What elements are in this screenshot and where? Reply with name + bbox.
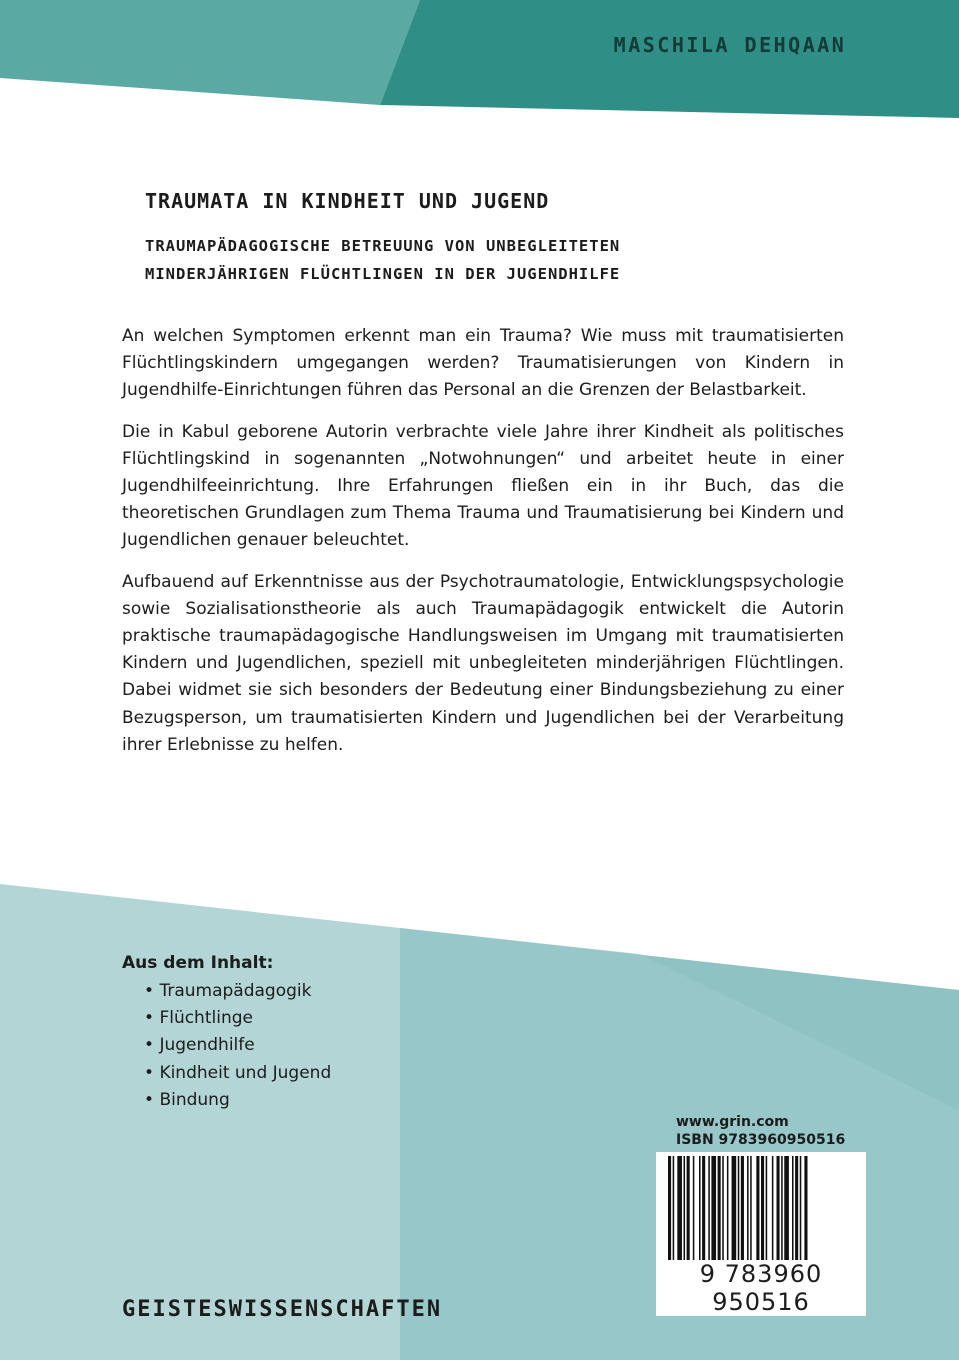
book-title: TRAUMATA IN KINDHEIT UND JUGEND xyxy=(145,189,550,213)
barcode-bar xyxy=(750,1156,752,1268)
contents-item: • Kindheit und Jugend xyxy=(144,1060,331,1087)
book-subtitle xyxy=(145,232,865,288)
barcode-bar xyxy=(756,1156,759,1268)
barcode-bar xyxy=(687,1156,690,1268)
barcode-bar xyxy=(702,1156,705,1268)
blurb xyxy=(122,323,844,773)
barcode-bar xyxy=(684,1156,686,1268)
barcode-bar xyxy=(668,1156,671,1268)
contents-item: • Jugendhilfe xyxy=(144,1032,331,1059)
barcode-bar xyxy=(741,1156,744,1268)
blurb-paragraph-1: An welchen Symptomen erkennt man ein Trauma? Wie muss mit traumatisierten Flüchtlingskindern umgegangen werden? Traumatisierungen von Kindern in Jugendhilfe-Einrichtungen führen das Personal an die Grenzen der Belastbarkeit. xyxy=(122,326,844,401)
barcode-bar xyxy=(784,1156,789,1268)
barcode-bar xyxy=(777,1156,780,1268)
barcode-bar xyxy=(761,1156,764,1268)
contents-item: • Bindung xyxy=(144,1087,331,1114)
barcode-bar xyxy=(792,1156,794,1268)
barcode xyxy=(656,1152,866,1316)
barcode-bar xyxy=(766,1156,768,1268)
subtitle-line-2: MINDERJÄHRIGEN FLÜCHTLINGEN IN DER JUGENDHILFE xyxy=(145,265,621,283)
barcode-bar xyxy=(804,1156,807,1268)
barcode-bar xyxy=(677,1156,682,1268)
publisher-website: www.grin.com xyxy=(676,1114,789,1130)
barcode-bar xyxy=(795,1156,798,1268)
barcode-bar xyxy=(718,1156,721,1268)
contents-item: • Flüchtlinge xyxy=(144,1005,331,1032)
barcode-bar xyxy=(708,1156,710,1268)
barcode-bar xyxy=(800,1156,802,1268)
barcode-bar xyxy=(747,1156,749,1268)
contents-list xyxy=(144,978,331,1114)
blurb-paragraph-3: Aufbauend auf Erkenntnisse aus der Psychotraumatologie, Entwicklungspsychologie sowie Sozialisationstheorie als auch Traumapädagogik entwickelt die Autorin praktische traumapädagogische Handlungsweisen im Umgang mit traumatisierten Kindern und Jugendlichen, speziell mit unbegleiteten minderjährigen Flüchtlingen. Dabei widmet sie sich besonders der Bedeutung einer Bindungsbeziehung zu einer Bezugsperson, um traumatisierten Kindern und Jugendlichen bei der Verarbeitung ihrer Erlebnisse zu helfen. xyxy=(122,571,844,755)
barcode-bar xyxy=(727,1156,729,1268)
isbn-label: ISBN 9783960950516 xyxy=(676,1132,846,1148)
barcode-bar xyxy=(781,1156,783,1268)
contents-heading: Aus dem Inhalt: xyxy=(122,953,274,973)
barcode-bar xyxy=(722,1156,724,1268)
barcode-bar xyxy=(732,1156,737,1268)
blurb-paragraph-2: Die in Kabul geborene Autorin verbrachte viele Jahre ihrer Kindheit als politisches Flüchtlingskind in sogenannten „Notwohnungen“ und arbeitet heute in einer Jugendhilfeeinrichtung. Ihre Erfahrungen fließen ein in ihr Buch, das die theoretischen Grundlagen zum Thema Trauma und Traumatisierung bei Kindern und Jugendlichen genauer beleuchtet. xyxy=(122,421,844,551)
top-band-dark xyxy=(380,0,959,118)
subtitle-line-1: TRAUMAPÄDAGOGISCHE BETREUUNG VON UNBEGLEITETEN xyxy=(145,237,621,255)
barcode-bar xyxy=(673,1156,675,1268)
barcode-bar xyxy=(738,1156,740,1268)
barcode-bar xyxy=(699,1156,701,1268)
top-band-mid xyxy=(0,0,420,105)
barcode-bar xyxy=(711,1156,716,1268)
contents-item: • Traumapädagogik xyxy=(144,978,331,1005)
barcode-bar xyxy=(772,1156,774,1268)
category-label: GEISTESWISSENSCHAFTEN xyxy=(122,1297,443,1322)
barcode-bars xyxy=(664,1156,860,1270)
barcode-bar xyxy=(693,1156,695,1268)
barcode-number: 9 783960 950516 xyxy=(656,1260,866,1316)
author-name: MASCHILA DEHQAAN xyxy=(613,33,847,57)
